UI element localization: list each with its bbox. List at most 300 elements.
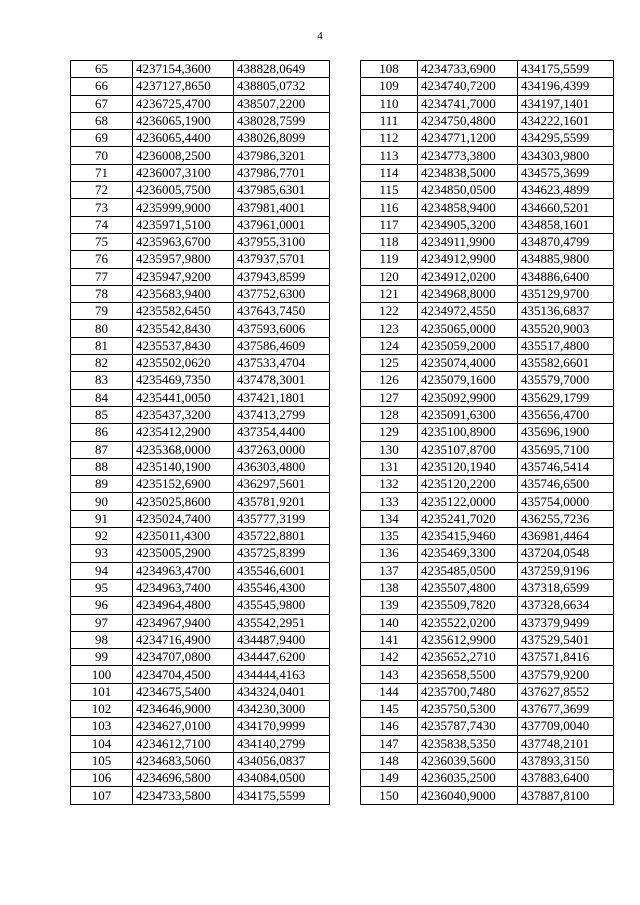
y-coordinate-cell: 434303,9800 (518, 147, 614, 164)
table-row (361, 476, 614, 493)
x-coordinate-cell: 4234911,9900 (418, 233, 518, 250)
y-coordinate-cell: 434084,0500 (234, 770, 330, 787)
point-number-cell: 83 (71, 372, 133, 389)
y-coordinate-cell: 436981,4464 (518, 528, 614, 545)
point-number-cell: 129 (361, 424, 418, 441)
table-row (71, 285, 330, 302)
point-number-cell: 111 (361, 112, 418, 129)
point-number-cell: 112 (361, 130, 418, 147)
point-number-cell: 121 (361, 285, 418, 302)
x-coordinate-cell: 4235469,3300 (418, 545, 518, 562)
y-coordinate-cell: 436255,7236 (518, 510, 614, 527)
x-coordinate-cell: 4234963,7400 (133, 579, 234, 596)
y-coordinate-cell: 437677,3699 (518, 700, 614, 717)
table-row (361, 510, 614, 527)
y-coordinate-cell: 437579,9200 (518, 666, 614, 683)
x-coordinate-cell: 4234912,9900 (418, 251, 518, 268)
point-number-cell: 132 (361, 476, 418, 493)
y-coordinate-cell: 438805,0732 (234, 78, 330, 95)
x-coordinate-cell: 4236007,3100 (133, 164, 234, 181)
x-coordinate-cell: 4235120,2200 (418, 476, 518, 493)
x-coordinate-cell: 4234675,5400 (133, 683, 234, 700)
point-number-cell: 78 (71, 285, 133, 302)
y-coordinate-cell: 435546,4300 (234, 579, 330, 596)
table-row (71, 545, 330, 562)
table-row (361, 614, 614, 631)
point-number-cell: 148 (361, 752, 418, 769)
x-coordinate-cell: 4236725,4700 (133, 95, 234, 112)
x-coordinate-cell: 4235437,3200 (133, 406, 234, 423)
page-number: 4 (317, 30, 323, 42)
y-coordinate-cell: 437943,8599 (234, 268, 330, 285)
y-coordinate-cell: 435754,0000 (518, 493, 614, 510)
table-row (361, 199, 614, 216)
table-row (71, 320, 330, 337)
point-number-cell: 126 (361, 372, 418, 389)
x-coordinate-cell: 4236065,4400 (133, 130, 234, 147)
table-row (361, 787, 614, 804)
x-coordinate-cell: 4235441,0050 (133, 389, 234, 406)
point-number-cell: 142 (361, 649, 418, 666)
y-coordinate-cell: 437478,3001 (234, 372, 330, 389)
point-number-cell: 146 (361, 718, 418, 735)
point-number-cell: 97 (71, 614, 133, 631)
y-coordinate-cell: 435746,5414 (518, 458, 614, 475)
x-coordinate-cell: 4235469,7350 (133, 372, 234, 389)
table-row (71, 406, 330, 423)
y-coordinate-cell: 435542,2951 (234, 614, 330, 631)
y-coordinate-cell: 434324,0401 (234, 683, 330, 700)
x-coordinate-cell: 4235079,1600 (418, 372, 518, 389)
y-coordinate-cell: 437263,0000 (234, 441, 330, 458)
table-row (361, 251, 614, 268)
x-coordinate-cell: 4235091,6300 (418, 406, 518, 423)
table-row (71, 424, 330, 441)
table-row (71, 562, 330, 579)
point-number-cell: 79 (71, 303, 133, 320)
x-coordinate-cell: 4235107,8700 (418, 441, 518, 458)
point-number-cell: 82 (71, 355, 133, 372)
point-number-cell: 85 (71, 406, 133, 423)
table-row (71, 476, 330, 493)
x-coordinate-cell: 4237154,3600 (133, 61, 234, 78)
y-coordinate-cell: 435725,8399 (234, 545, 330, 562)
table-row (361, 752, 614, 769)
table-row (71, 164, 330, 181)
y-coordinate-cell: 437985,6301 (234, 182, 330, 199)
table-row (71, 337, 330, 354)
point-number-cell: 128 (361, 406, 418, 423)
y-coordinate-cell: 435629,1799 (518, 389, 614, 406)
point-number-cell: 113 (361, 147, 418, 164)
coordinates-table-right (360, 60, 614, 805)
point-number-cell: 107 (71, 787, 133, 804)
point-number-cell: 90 (71, 493, 133, 510)
table-row (71, 233, 330, 250)
table-row (71, 303, 330, 320)
y-coordinate-cell: 437752,6300 (234, 285, 330, 302)
point-number-cell: 114 (361, 164, 418, 181)
y-coordinate-cell: 434230,3000 (234, 700, 330, 717)
y-coordinate-cell: 435517,4800 (518, 337, 614, 354)
point-number-cell: 138 (361, 579, 418, 596)
y-coordinate-cell: 436297,5601 (234, 476, 330, 493)
point-number-cell: 104 (71, 735, 133, 752)
x-coordinate-cell: 4235971,5100 (133, 216, 234, 233)
point-number-cell: 88 (71, 458, 133, 475)
y-coordinate-cell: 435656,4700 (518, 406, 614, 423)
point-number-cell: 117 (361, 216, 418, 233)
point-number-cell: 73 (71, 199, 133, 216)
y-coordinate-cell: 438026,8099 (234, 130, 330, 147)
y-coordinate-cell: 437887,8100 (518, 787, 614, 804)
table-row (361, 545, 614, 562)
point-number-cell: 147 (361, 735, 418, 752)
x-coordinate-cell: 4235700,7480 (418, 683, 518, 700)
x-coordinate-cell: 4235522,0200 (418, 614, 518, 631)
x-coordinate-cell: 4234627,0100 (133, 718, 234, 735)
y-coordinate-cell: 438507,2200 (234, 95, 330, 112)
table-row (71, 199, 330, 216)
x-coordinate-cell: 4235507,4800 (418, 579, 518, 596)
x-coordinate-cell: 4234771,1200 (418, 130, 518, 147)
point-number-cell: 96 (71, 597, 133, 614)
x-coordinate-cell: 4236040,9000 (418, 787, 518, 804)
table-row (71, 752, 330, 769)
x-coordinate-cell: 4235838,5350 (418, 735, 518, 752)
x-coordinate-cell: 4235750,5300 (418, 700, 518, 717)
point-number-cell: 89 (71, 476, 133, 493)
table-row (71, 78, 330, 95)
table-row (361, 182, 614, 199)
table-row (361, 683, 614, 700)
y-coordinate-cell: 437259,9196 (518, 562, 614, 579)
y-coordinate-cell: 437586,4609 (234, 337, 330, 354)
point-number-cell: 72 (71, 182, 133, 199)
x-coordinate-cell: 4234707,0800 (133, 649, 234, 666)
y-coordinate-cell: 434197,1401 (518, 95, 614, 112)
x-coordinate-cell: 4234905,3200 (418, 216, 518, 233)
table-row (361, 216, 614, 233)
table-row (361, 649, 614, 666)
y-coordinate-cell: 437354,4400 (234, 424, 330, 441)
point-number-cell: 94 (71, 562, 133, 579)
table-row (361, 233, 614, 250)
y-coordinate-cell: 434444,4163 (234, 666, 330, 683)
table-row (361, 164, 614, 181)
y-coordinate-cell: 437981,4001 (234, 199, 330, 216)
x-coordinate-cell: 4235542,8430 (133, 320, 234, 337)
x-coordinate-cell: 4236039,5600 (418, 752, 518, 769)
table-row (361, 268, 614, 285)
x-coordinate-cell: 4234741,7000 (418, 95, 518, 112)
table-row (361, 424, 614, 441)
y-coordinate-cell: 435136,6837 (518, 303, 614, 320)
y-coordinate-cell: 434858,1601 (518, 216, 614, 233)
y-coordinate-cell: 437328,6634 (518, 597, 614, 614)
x-coordinate-cell: 4234733,6900 (418, 61, 518, 78)
point-number-cell: 75 (71, 233, 133, 250)
x-coordinate-cell: 4235582,6450 (133, 303, 234, 320)
point-number-cell: 67 (71, 95, 133, 112)
y-coordinate-cell: 434886,6400 (518, 268, 614, 285)
table-row (71, 216, 330, 233)
x-coordinate-cell: 4234733,5800 (133, 787, 234, 804)
y-coordinate-cell: 434870,4799 (518, 233, 614, 250)
y-coordinate-cell: 437421,1801 (234, 389, 330, 406)
point-number-cell: 108 (361, 61, 418, 78)
point-number-cell: 130 (361, 441, 418, 458)
x-coordinate-cell: 4235092,9900 (418, 389, 518, 406)
point-number-cell: 140 (361, 614, 418, 631)
y-coordinate-cell: 434175,5599 (518, 61, 614, 78)
table-row (71, 700, 330, 717)
table-row (361, 389, 614, 406)
table-row (71, 251, 330, 268)
x-coordinate-cell: 4235140,1900 (133, 458, 234, 475)
y-coordinate-cell: 437986,7701 (234, 164, 330, 181)
y-coordinate-cell: 434056,0837 (234, 752, 330, 769)
point-number-cell: 135 (361, 528, 418, 545)
point-number-cell: 66 (71, 78, 133, 95)
y-coordinate-cell: 434660,5201 (518, 199, 614, 216)
table-row (71, 718, 330, 735)
point-number-cell: 141 (361, 631, 418, 648)
x-coordinate-cell: 4236065,1900 (133, 112, 234, 129)
point-number-cell: 74 (71, 216, 133, 233)
y-coordinate-cell: 435545,9800 (234, 597, 330, 614)
y-coordinate-cell: 437379,9499 (518, 614, 614, 631)
point-number-cell: 100 (71, 666, 133, 683)
x-coordinate-cell: 4235241,7020 (418, 510, 518, 527)
x-coordinate-cell: 4234912,0200 (418, 268, 518, 285)
table-row (71, 666, 330, 683)
y-coordinate-cell: 434885,9800 (518, 251, 614, 268)
table-row (361, 441, 614, 458)
table-row (361, 372, 614, 389)
x-coordinate-cell: 4237127,8650 (133, 78, 234, 95)
point-number-cell: 81 (71, 337, 133, 354)
y-coordinate-cell: 435781,9201 (234, 493, 330, 510)
table-row (361, 458, 614, 475)
x-coordinate-cell: 4235652,2710 (418, 649, 518, 666)
point-number-cell: 106 (71, 770, 133, 787)
point-number-cell: 65 (71, 61, 133, 78)
y-coordinate-cell: 434175,5599 (234, 787, 330, 804)
table-row (361, 147, 614, 164)
point-number-cell: 131 (361, 458, 418, 475)
table-row (361, 285, 614, 302)
table-row (361, 130, 614, 147)
y-coordinate-cell: 434623,4899 (518, 182, 614, 199)
table-row (71, 441, 330, 458)
y-coordinate-cell: 438828,0649 (234, 61, 330, 78)
point-number-cell: 71 (71, 164, 133, 181)
table-row (71, 579, 330, 596)
point-number-cell: 150 (361, 787, 418, 804)
table-row (71, 130, 330, 147)
x-coordinate-cell: 4235658,5500 (418, 666, 518, 683)
point-number-cell: 91 (71, 510, 133, 527)
y-coordinate-cell: 435746,6500 (518, 476, 614, 493)
coordinates-table-left (70, 60, 330, 805)
table-row (71, 787, 330, 804)
table-row (361, 579, 614, 596)
x-coordinate-cell: 4234773,3800 (418, 147, 518, 164)
point-number-cell: 86 (71, 424, 133, 441)
table-row (71, 735, 330, 752)
point-number-cell: 122 (361, 303, 418, 320)
point-number-cell: 120 (361, 268, 418, 285)
x-coordinate-cell: 4235025,8600 (133, 493, 234, 510)
table-row (71, 649, 330, 666)
table-row (361, 406, 614, 423)
y-coordinate-cell: 437643,7450 (234, 303, 330, 320)
point-number-cell: 143 (361, 666, 418, 683)
x-coordinate-cell: 4235787,7430 (418, 718, 518, 735)
point-number-cell: 77 (71, 268, 133, 285)
table-row (361, 631, 614, 648)
table-row (71, 268, 330, 285)
y-coordinate-cell: 437893,3150 (518, 752, 614, 769)
y-coordinate-cell: 437961,0001 (234, 216, 330, 233)
table-row (361, 735, 614, 752)
y-coordinate-cell: 434295,5599 (518, 130, 614, 147)
x-coordinate-cell: 4234858,9400 (418, 199, 518, 216)
table-row (361, 562, 614, 579)
x-coordinate-cell: 4236005,7500 (133, 182, 234, 199)
x-coordinate-cell: 4235368,0000 (133, 441, 234, 458)
y-coordinate-cell: 435722,8801 (234, 528, 330, 545)
table-row (71, 614, 330, 631)
x-coordinate-cell: 4234972,4550 (418, 303, 518, 320)
table-row (71, 389, 330, 406)
point-number-cell: 136 (361, 545, 418, 562)
y-coordinate-cell: 435520,9003 (518, 320, 614, 337)
point-number-cell: 68 (71, 112, 133, 129)
x-coordinate-cell: 4235122,0000 (418, 493, 518, 510)
x-coordinate-cell: 4235152,6900 (133, 476, 234, 493)
y-coordinate-cell: 434222,1601 (518, 112, 614, 129)
point-number-cell: 76 (71, 251, 133, 268)
x-coordinate-cell: 4234612,7100 (133, 735, 234, 752)
table-row (71, 372, 330, 389)
table-row (71, 61, 330, 78)
x-coordinate-cell: 4235415,9460 (418, 528, 518, 545)
point-number-cell: 102 (71, 700, 133, 717)
x-coordinate-cell: 4235120,1940 (418, 458, 518, 475)
point-number-cell: 124 (361, 337, 418, 354)
table-row (71, 528, 330, 545)
y-coordinate-cell: 435546,6001 (234, 562, 330, 579)
x-coordinate-cell: 4234838,5000 (418, 164, 518, 181)
point-number-cell: 139 (361, 597, 418, 614)
y-coordinate-cell: 434140,2799 (234, 735, 330, 752)
x-coordinate-cell: 4235509,7820 (418, 597, 518, 614)
x-coordinate-cell: 4235957,9800 (133, 251, 234, 268)
y-coordinate-cell: 437986,3201 (234, 147, 330, 164)
y-coordinate-cell: 434170,9999 (234, 718, 330, 735)
point-number-cell: 110 (361, 95, 418, 112)
table-row (71, 112, 330, 129)
y-coordinate-cell: 434447,6200 (234, 649, 330, 666)
x-coordinate-cell: 4235537,8430 (133, 337, 234, 354)
y-coordinate-cell: 437955,3100 (234, 233, 330, 250)
y-coordinate-cell: 435129,9700 (518, 285, 614, 302)
y-coordinate-cell: 435696,1900 (518, 424, 614, 441)
point-number-cell: 127 (361, 389, 418, 406)
table-row (361, 528, 614, 545)
x-coordinate-cell: 4235963,6700 (133, 233, 234, 250)
y-coordinate-cell: 435695,7100 (518, 441, 614, 458)
table-row (71, 683, 330, 700)
point-number-cell: 137 (361, 562, 418, 579)
x-coordinate-cell: 4234646,9000 (133, 700, 234, 717)
table-row (361, 95, 614, 112)
point-number-cell: 123 (361, 320, 418, 337)
table-row (361, 597, 614, 614)
y-coordinate-cell: 437748,2101 (518, 735, 614, 752)
table-row (71, 597, 330, 614)
y-coordinate-cell: 437627,8552 (518, 683, 614, 700)
table-row (361, 700, 614, 717)
table-row (71, 95, 330, 112)
table-row (71, 182, 330, 199)
x-coordinate-cell: 4234740,7200 (418, 78, 518, 95)
y-coordinate-cell: 437529,5401 (518, 631, 614, 648)
x-coordinate-cell: 4235485,0500 (418, 562, 518, 579)
x-coordinate-cell: 4235999,9000 (133, 199, 234, 216)
table-row (361, 493, 614, 510)
table-row (71, 147, 330, 164)
x-coordinate-cell: 4234704,4500 (133, 666, 234, 683)
y-coordinate-cell: 434575,3699 (518, 164, 614, 181)
point-number-cell: 115 (361, 182, 418, 199)
x-coordinate-cell: 4235947,9200 (133, 268, 234, 285)
point-number-cell: 134 (361, 510, 418, 527)
y-coordinate-cell: 437413,2799 (234, 406, 330, 423)
point-number-cell: 93 (71, 545, 133, 562)
x-coordinate-cell: 4236008,2500 (133, 147, 234, 164)
table-row (361, 666, 614, 683)
table-row (361, 78, 614, 95)
point-number-cell: 80 (71, 320, 133, 337)
point-number-cell: 118 (361, 233, 418, 250)
table-row (361, 61, 614, 78)
y-coordinate-cell: 437883,6400 (518, 770, 614, 787)
x-coordinate-cell: 4236035,2500 (418, 770, 518, 787)
point-number-cell: 103 (71, 718, 133, 735)
x-coordinate-cell: 4234683,5060 (133, 752, 234, 769)
point-number-cell: 109 (361, 78, 418, 95)
point-number-cell: 116 (361, 199, 418, 216)
y-coordinate-cell: 437937,5701 (234, 251, 330, 268)
x-coordinate-cell: 4235074,4000 (418, 355, 518, 372)
point-number-cell: 105 (71, 752, 133, 769)
point-number-cell: 70 (71, 147, 133, 164)
x-coordinate-cell: 4235024,7400 (133, 510, 234, 527)
table-row (71, 355, 330, 372)
x-coordinate-cell: 4234964,4800 (133, 597, 234, 614)
y-coordinate-cell: 435579,7000 (518, 372, 614, 389)
y-coordinate-cell: 436303,4800 (234, 458, 330, 475)
point-number-cell: 92 (71, 528, 133, 545)
x-coordinate-cell: 4235011,4300 (133, 528, 234, 545)
y-coordinate-cell: 437204,0548 (518, 545, 614, 562)
y-coordinate-cell: 437533,4704 (234, 355, 330, 372)
y-coordinate-cell: 438028,7599 (234, 112, 330, 129)
point-number-cell: 125 (361, 355, 418, 372)
